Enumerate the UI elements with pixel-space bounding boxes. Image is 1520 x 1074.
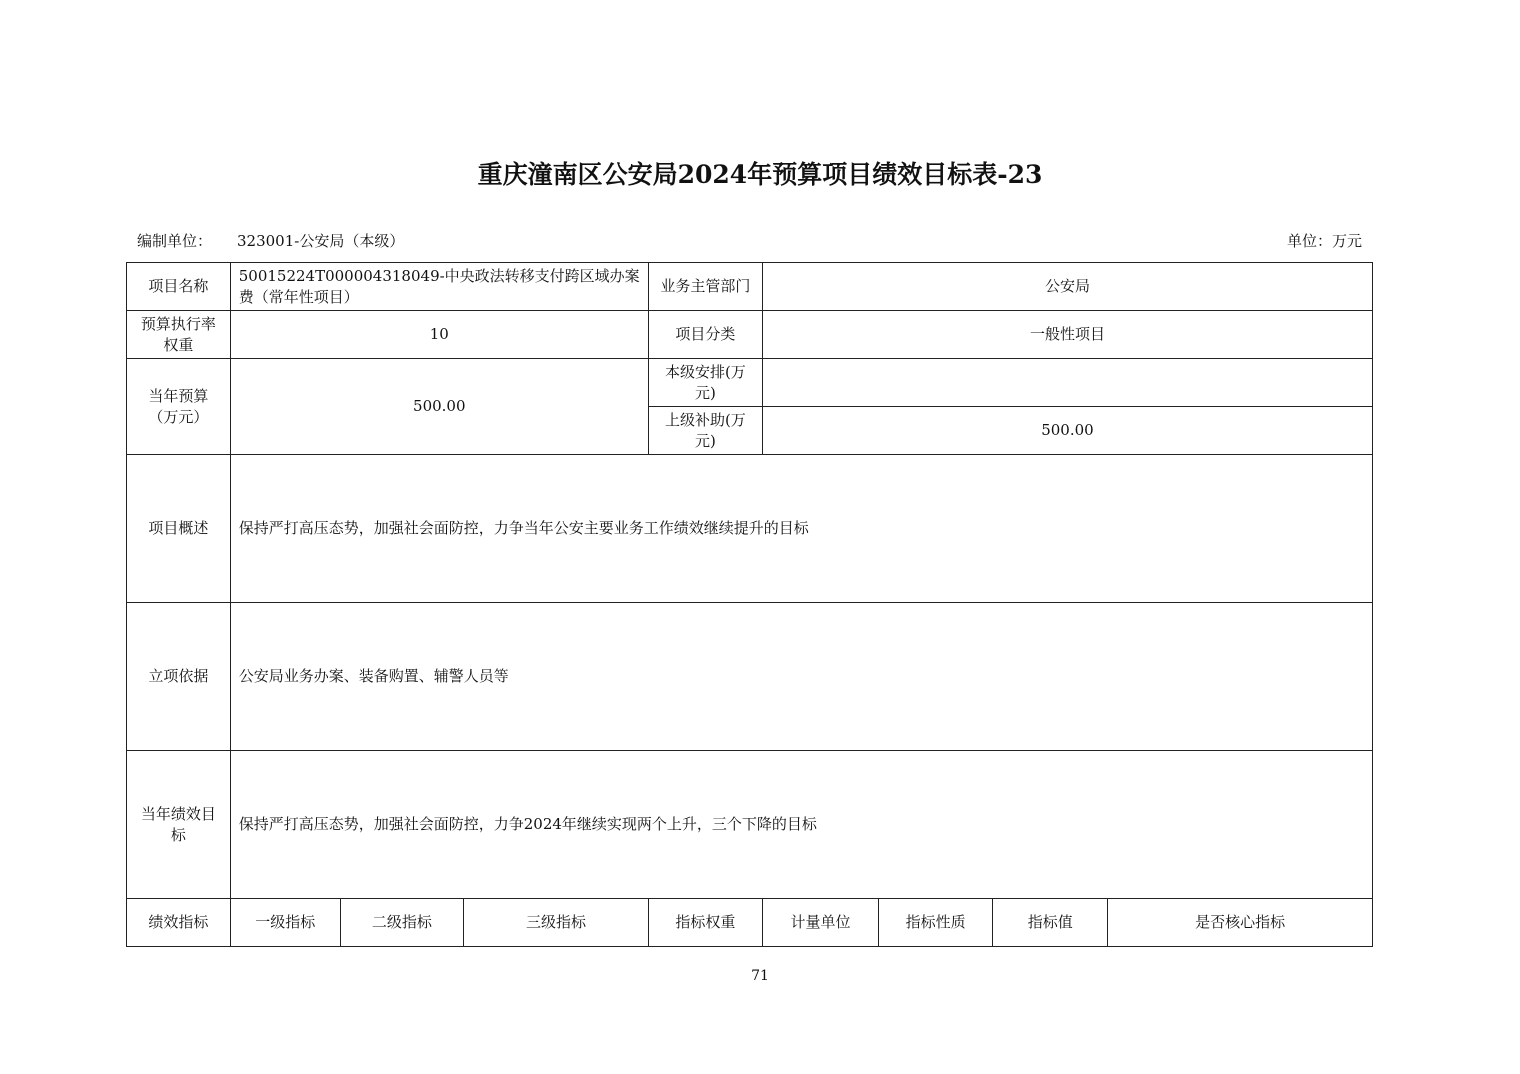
overview-value: 保持严打高压态势，加强社会面防控，力争当年公安主要业务工作绩效继续提升的目标 (230, 455, 1372, 603)
row-overview (127, 455, 1373, 603)
performance-target-table (126, 262, 1373, 947)
project-name-value: 50015224T000004318049-中央政法转移支付跨区域办案费（常年性项目） (230, 263, 648, 311)
indicator-header-cell: 一级指标 (230, 899, 340, 947)
local-value (762, 359, 1372, 407)
unit-label: 单位：万元 (1286, 232, 1362, 250)
dept-value: 公安局 (762, 263, 1372, 311)
category-value: 一般性项目 (762, 311, 1372, 359)
org-value: 323001-公安局（本级） (237, 232, 405, 250)
indicator-header-cell: 指标性质 (879, 899, 993, 947)
budget-label: 当年预算（万元） (127, 359, 231, 455)
indicator-header-cell: 三级指标 (464, 899, 649, 947)
exec-weight-value: 10 (230, 311, 648, 359)
overview-label: 项目概述 (127, 455, 231, 603)
row-goal (127, 751, 1373, 899)
category-label: 项目分类 (648, 311, 762, 359)
upper-value: 500.00 (762, 407, 1372, 455)
row-project-name (127, 263, 1373, 311)
dept-label: 业务主管部门 (648, 263, 762, 311)
page-number: 71 (751, 968, 769, 984)
indicator-header-cell: 是否核心指标 (1108, 899, 1373, 947)
basis-label: 立项依据 (127, 603, 231, 751)
goal-value: 保持严打高压态势，加强社会面防控，力争2024年继续实现两个上升，三个下降的目标 (230, 751, 1372, 899)
indicator-header-cell: 指标权重 (648, 899, 762, 947)
indicator-header-cell: 二级指标 (340, 899, 463, 947)
row-basis (127, 603, 1373, 751)
page-title: 重庆潼南区公安局2024年预算项目绩效目标表-23 (477, 160, 1043, 189)
goal-label: 当年绩效目标 (127, 751, 231, 899)
indicator-header-cell: 绩效指标 (127, 899, 231, 947)
org-info (137, 230, 404, 251)
row-exec-weight (127, 311, 1373, 359)
basis-value: 公安局业务办案、装备购置、辅警人员等 (230, 603, 1372, 751)
indicator-header-cell: 计量单位 (762, 899, 878, 947)
exec-weight-label: 预算执行率权重 (127, 311, 231, 359)
indicator-header-cell: 指标值 (993, 899, 1108, 947)
project-name-label: 项目名称 (127, 263, 231, 311)
org-label: 编制单位： (137, 232, 213, 250)
upper-label: 上级补助(万元) (648, 407, 762, 455)
row-indicator-headers (127, 899, 1373, 947)
budget-value: 500.00 (230, 359, 648, 455)
local-label: 本级安排(万元) (648, 359, 762, 407)
row-budget-local (127, 359, 1373, 407)
